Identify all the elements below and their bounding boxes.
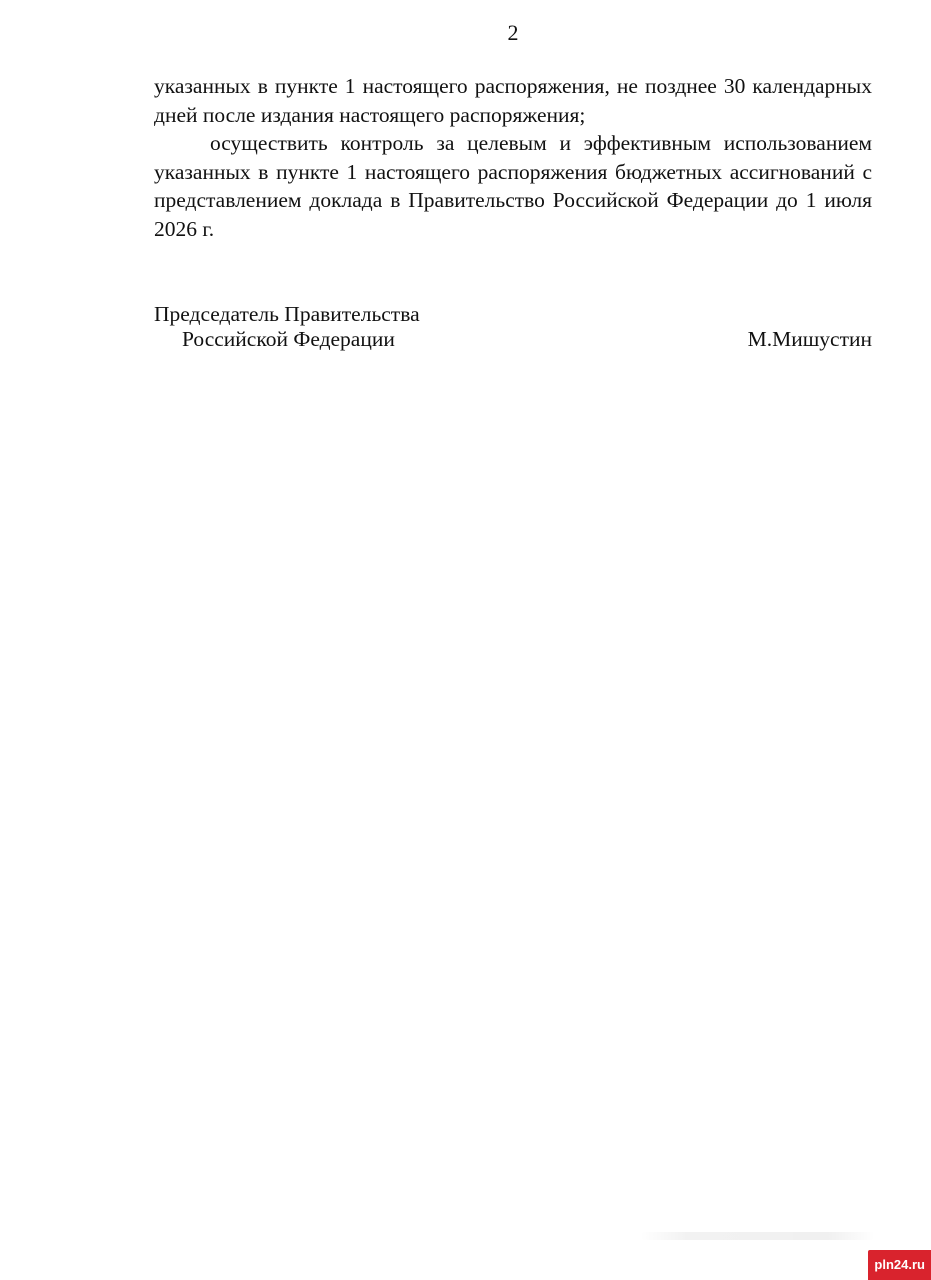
page-number: 2 (507, 20, 519, 45)
paragraph-control: осуществить контроль за целевым и эффективным использованием указанных в пункте 1 настоящего распоряжения бюджетных ассигнований с представлением доклада в Правительство Российской Федерации до 1 июля 2026 г. (154, 131, 872, 241)
signature-block (154, 302, 872, 352)
signature-row (154, 327, 872, 352)
document-body (154, 72, 872, 244)
footer-scan-artifact (640, 1232, 875, 1240)
site-watermark: pln24.ru (868, 1250, 931, 1280)
signatory-name: М.Мишустин (747, 327, 872, 351)
paragraph-deadline: указанных в пункте 1 настоящего распоряжения, не позднее 30 календарных дней после издания настоящего распоряжения; (154, 74, 872, 127)
signatory-title-line-1: Председатель Правительства (154, 302, 420, 326)
signatory-title-line-2: Российской Федерации (182, 327, 395, 351)
